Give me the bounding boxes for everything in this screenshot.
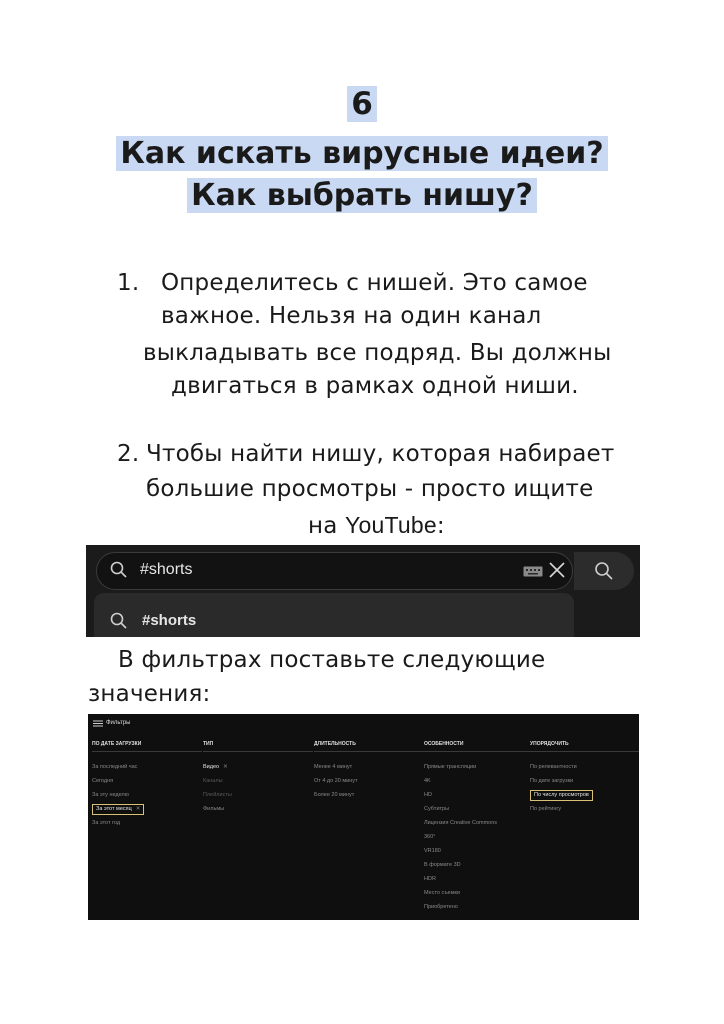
selected-filter-sort: По числу просмотров [530,790,593,801]
filter-option: HD [424,792,432,798]
filter-column-features [424,741,534,914]
filter-option: Фильмы [203,806,225,812]
item1-line-1: Определитесь с нишей. Это самое [161,270,588,296]
filter-option: 4K [424,778,431,784]
filter-option: Место съемки [424,890,461,896]
filter-option: За последний час [92,764,138,770]
title-line-1: Как искать вирусные идеи? [0,133,724,175]
filters-intro-line-2: значения: [88,681,211,707]
youtube-search-screenshot [86,545,640,637]
filter-option: Менее 4 минут [314,764,353,770]
filter-column-date [92,741,202,830]
item1-line-4: двигаться в рамках одной ниши. [171,373,579,399]
filters-title: Фильтры [106,720,131,726]
filter-option: Субтитры [424,806,450,812]
item1-line-2: важное. Нельзя на один канал [161,303,542,329]
filter-option: По релевантности [530,764,577,770]
filter-header: ДЛИТЕЛЬНОСТЬ [314,741,424,752]
filter-option: Сегодня [92,778,114,784]
filter-option: 360° [424,834,436,840]
youtube-filters-screenshot [88,714,639,920]
item2-line-2: большие просмотры - просто ищите [146,476,594,502]
filter-option: За этот год [92,820,121,826]
filter-header: ТИП [203,741,313,752]
keyboard-icon [523,566,543,577]
filter-header: ОСОБЕННОСТИ [424,741,534,752]
filter-option: За эту неделю [92,792,129,798]
filter-column-duration [314,741,424,802]
filter-option: Более 20 минут [314,792,355,798]
filter-option: Каналы [203,778,223,784]
filter-option: Приобретено [424,904,458,910]
search-button-icon [594,561,614,581]
filter-option: По дате загрузки [530,778,574,784]
selected-filter-date: За этот месяц ✕ [92,804,144,815]
item1-line-3: выкладывать все подряд. Вы должны [143,340,612,366]
item2-line-3: на YouTube: [308,512,445,539]
selected-filter-type: Видео ✕ [203,764,228,770]
suggestion-text: #shorts [142,612,197,629]
item1-marker: 1. [117,270,140,296]
search-icon [110,561,128,579]
filter-option: От 4 до 20 минут [314,778,358,784]
filter-column-sort [530,741,639,816]
filter-header: УПОРЯДОЧИТЬ [530,741,639,752]
filter-option: В формате 3D [424,862,461,868]
filter-option: Прямые трансляции [424,764,477,770]
filters-intro-line-1: В фильтрах поставьте следующие [118,647,546,673]
filter-option: HDR [424,876,436,882]
filter-header: ПО ДАТЕ ЗАГРУЗКИ [92,741,202,752]
item2-marker: 2. [117,441,140,467]
filter-icon [93,720,103,727]
search-query: #shorts [140,561,193,578]
filter-option: По рейтингу [530,806,562,812]
title-line-2: Как выбрать нишу? [0,175,724,217]
filter-column-type [203,741,313,816]
filter-option: Плейлисты [203,792,232,798]
filter-option: Лицензия Creative Commons [424,820,498,826]
section-number: 6 [0,84,724,124]
filter-option: VR180 [424,848,441,854]
clear-icon [548,561,566,579]
suggestion-search-icon [110,612,128,630]
item2-line-1: Чтобы найти нишу, которая набирает [146,441,615,467]
